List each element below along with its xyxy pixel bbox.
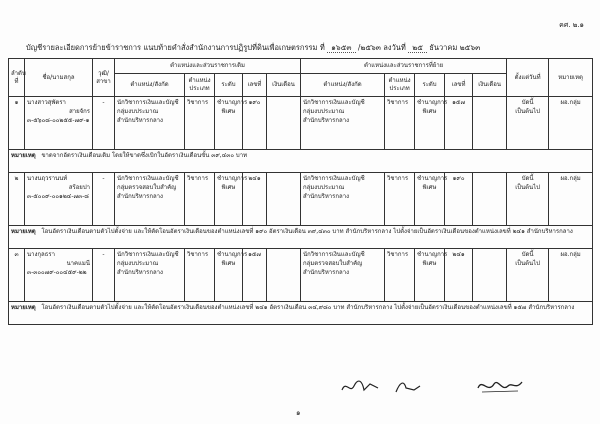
col-group-new: ตำแหน่งและส่วนราชการที่ย้าย	[301, 59, 507, 74]
col-name: ชื่อ/นามสกุล	[25, 59, 93, 97]
remark-value: ผอ.กลุ่ม	[549, 97, 593, 150]
old-level-cell	[215, 173, 248, 226]
old-type: วิชาการ	[185, 249, 215, 302]
note-label: หมายเหตุ	[11, 228, 36, 235]
table-row	[9, 97, 593, 150]
old-position-title: นักวิชาการเงินและบัญชี	[117, 99, 179, 106]
col-seq: ลำดับที่	[9, 59, 25, 97]
row-seq: ๒	[9, 173, 25, 226]
order-month-year: ธันวาคม ๒๕๖๓	[429, 43, 481, 52]
person-cell	[25, 249, 93, 302]
old-level-2: พิเศษ	[221, 108, 236, 115]
signature-area	[300, 376, 590, 398]
new-salary	[473, 97, 507, 150]
col-new-salary: เงินเดือน	[473, 74, 507, 97]
old-salary	[267, 249, 301, 302]
form-code: คศ. ๒.๑	[559, 21, 584, 29]
old-position-group: กลุ่มตรวจสอบใบสำคัญ	[117, 184, 177, 191]
new-position-cell	[301, 173, 385, 226]
old-pos-no: ๑๕๗	[243, 249, 267, 302]
person-id: ๓-๕๖๐๘-๐๐๒๕๕-๗๙-๑	[27, 117, 90, 124]
old-pos-no: ๑๙๐	[243, 97, 267, 150]
note-label: หมายเหตุ	[11, 304, 36, 311]
document-title	[26, 42, 586, 54]
col-old-level: ระดับ	[215, 74, 243, 97]
col-old-type: ตำแหน่งประเภท	[185, 74, 215, 97]
col-new-no: เลขที่	[445, 74, 473, 97]
col-old-salary: เงินเดือน	[267, 74, 301, 97]
degree-value: -	[93, 97, 115, 150]
new-position-group: กลุ่มงบประมาณ	[303, 108, 345, 115]
old-position-cell	[115, 173, 185, 226]
person-name: นางกุลธรา	[27, 251, 55, 258]
old-level-1: ชำนาญการ	[217, 99, 248, 106]
col-remark: หมายเหตุ	[549, 59, 593, 97]
remark-value: ผอ.กลุ่ม	[549, 173, 593, 226]
col-group-old: ตำแหน่งและส่วนราชการเดิม	[115, 59, 301, 74]
old-type: วิชาการ	[185, 97, 215, 150]
col-degree: วุฒิ/สาขา	[93, 59, 115, 97]
person-id: ๓-๕๐๐๙-๐๐๑๒๔-๗๓-๘	[27, 193, 89, 200]
new-level-1: ชำนาญการ	[417, 251, 448, 258]
person-cell	[25, 173, 93, 226]
new-type: วิชาการ	[385, 173, 415, 226]
old-level-2: พิเศษ	[221, 260, 236, 267]
old-level-1: ชำนาญการ	[217, 251, 248, 258]
new-salary	[473, 249, 507, 302]
new-pos-no: ๑๙๐	[445, 173, 473, 226]
new-position-title: นักวิชาการเงินและบัญชี	[303, 251, 365, 258]
degree-value: -	[93, 249, 115, 302]
new-level-2: พิเศษ	[422, 184, 437, 191]
old-level-2: พิเศษ	[221, 184, 236, 191]
note-row	[9, 150, 593, 173]
old-level-cell	[215, 249, 248, 302]
new-level-1: ชำนาญการ	[417, 175, 448, 182]
col-old-no: เลขที่	[243, 74, 267, 97]
old-position-office: สำนักบริหารกลาง	[117, 193, 163, 200]
old-salary	[267, 173, 301, 226]
note-text: โอนอัตราเงินเดือนตามตัวไปตั้งจ่าย และให้ตัดโอนอัตราเงินเดือนของตำแหน่งเลขที่ ๒๔๑ อัตราเงินเดือน ๓๔,๙๘๐ บาท สำนักบริหารกลาง ไปตั้งจ่ายเป็นอัตราเงินเดือนของตำแหน่งเลขที่ ๑๕๗ สำนักบริหารกลาง	[41, 304, 575, 311]
col-new-position: ตำแหน่ง/สังกัด	[301, 74, 385, 97]
new-position-cell	[301, 97, 385, 150]
note-row	[9, 302, 593, 325]
signature-2	[392, 376, 422, 396]
old-position-office: สำนักบริหารกลาง	[117, 117, 163, 124]
note-row	[9, 226, 593, 249]
effective-1: บัดนี้	[521, 99, 534, 106]
note-text: โอนอัตราเงินเดือนตามตัวไปตั้งจ่าย และให้ตัดโอนอัตราเงินเดือนของตำแหน่งเลขที่ ๑๙๐ อัตราเงินเดือน ๓๙,๔๓๐ บาท สำนักบริหารกลาง ไปตั้งจ่ายเป็นอัตราเงินเดือนของตำแหน่งเลขที่ ๒๔๑ สำนักบริหารกลาง	[41, 228, 573, 235]
effective-cell	[507, 97, 549, 150]
title-year-sep: /๒๕๖๓ ลงวันที่	[357, 43, 406, 52]
old-position-group: กลุ่มงบประมาณ	[117, 260, 159, 267]
new-level-cell	[415, 97, 448, 150]
old-position-title: นักวิชาการเงินและบัญชี	[117, 251, 179, 258]
title-prefix: บัญชีรายละเอียดการย้ายข้าราชการ แนบท้ายคำสั่งสำนักงานการปฏิรูปที่ดินเพื่อเกษตรกรรม ที่	[26, 43, 325, 52]
new-type: วิชาการ	[385, 97, 415, 150]
old-position-cell	[115, 97, 185, 150]
new-pos-no: ๑๕๗	[445, 97, 473, 150]
new-type: วิชาการ	[385, 249, 415, 302]
effective-2: เป็นต้นไป	[515, 184, 540, 191]
new-salary	[473, 173, 507, 226]
old-type: วิชาการ	[185, 173, 215, 226]
new-level-cell	[415, 173, 448, 226]
new-level-2: พิเศษ	[422, 260, 437, 267]
effective-cell	[507, 173, 549, 226]
person-name: นางสาวสุพัตรา	[27, 99, 66, 106]
note-label: หมายเหตุ	[11, 152, 36, 159]
old-position-office: สำนักบริหารกลาง	[117, 269, 163, 276]
order-number: ๑๖๕๓	[327, 43, 355, 53]
transfer-table	[8, 58, 593, 325]
new-pos-no: ๒๔๑	[445, 249, 473, 302]
effective-2: เป็นต้นไป	[515, 260, 540, 267]
signature-3	[476, 376, 524, 396]
new-position-group: กลุ่มงบประมาณ	[303, 184, 345, 191]
old-position-title: นักวิชาการเงินและบัญชี	[117, 175, 179, 182]
effective-cell	[507, 249, 549, 302]
note-text: ขาดจากอัตราเงินเดือนเดิม โดยให้ขาดซึ่งเบิกในอัตราเงินเดือนขั้น ๓๙,๔๓๐ บาท	[41, 152, 248, 159]
col-effective-date: ตั้งแต่วันที่	[507, 59, 549, 97]
new-level-2: พิเศษ	[422, 108, 437, 115]
person-id: ๓-๓๐๐๗๙-๐๐๔๕๙-๒๒	[27, 269, 87, 276]
old-pos-no: ๒๔๑	[243, 173, 267, 226]
note-cell	[9, 150, 593, 173]
person-surname: สายจักร	[69, 108, 90, 115]
person-surname: สร้อยปา	[68, 184, 90, 191]
col-new-level: ระดับ	[415, 74, 445, 97]
old-salary	[267, 97, 301, 150]
old-position-cell	[115, 249, 185, 302]
new-position-office: สำนักบริหารกลาง	[303, 193, 349, 200]
person-name: นางนฤวรานนท์	[27, 175, 68, 182]
new-position-office: สำนักบริหารกลาง	[303, 269, 349, 276]
new-level-cell	[415, 249, 448, 302]
effective-2: เป็นต้นไป	[515, 108, 540, 115]
order-day: ๒๕	[408, 43, 427, 53]
person-surname: นาคแมนี	[66, 260, 90, 267]
page-number: ๑	[296, 409, 301, 417]
effective-1: บัดนี้	[521, 251, 534, 258]
row-seq: ๑	[9, 97, 25, 150]
row-seq: ๓	[9, 249, 25, 302]
new-position-title: นักวิชาการเงินและบัญชี	[303, 99, 365, 106]
old-level-cell	[215, 97, 248, 150]
new-position-title: นักวิชาการเงินและบัญชี	[303, 175, 365, 182]
note-cell	[9, 226, 593, 249]
signature-1	[340, 376, 380, 396]
degree-value: -	[93, 173, 115, 226]
table-row	[9, 249, 593, 302]
table-row	[9, 173, 593, 226]
note-cell	[9, 302, 593, 325]
col-old-position: ตำแหน่ง/สังกัด	[115, 74, 185, 97]
effective-1: บัดนี้	[521, 175, 534, 182]
remark-value: ผอ.กลุ่ม	[549, 249, 593, 302]
old-level-1: ชำนาญการ	[217, 175, 248, 182]
new-position-cell	[301, 249, 385, 302]
col-new-type: ตำแหน่งประเภท	[385, 74, 415, 97]
person-cell	[25, 97, 93, 150]
new-position-group: กลุ่มตรวจสอบใบสำคัญ	[303, 260, 363, 267]
new-position-office: สำนักบริหารกลาง	[303, 117, 349, 124]
new-level-1: ชำนาญการ	[417, 99, 448, 106]
old-position-group: กลุ่มงบประมาณ	[117, 108, 159, 115]
